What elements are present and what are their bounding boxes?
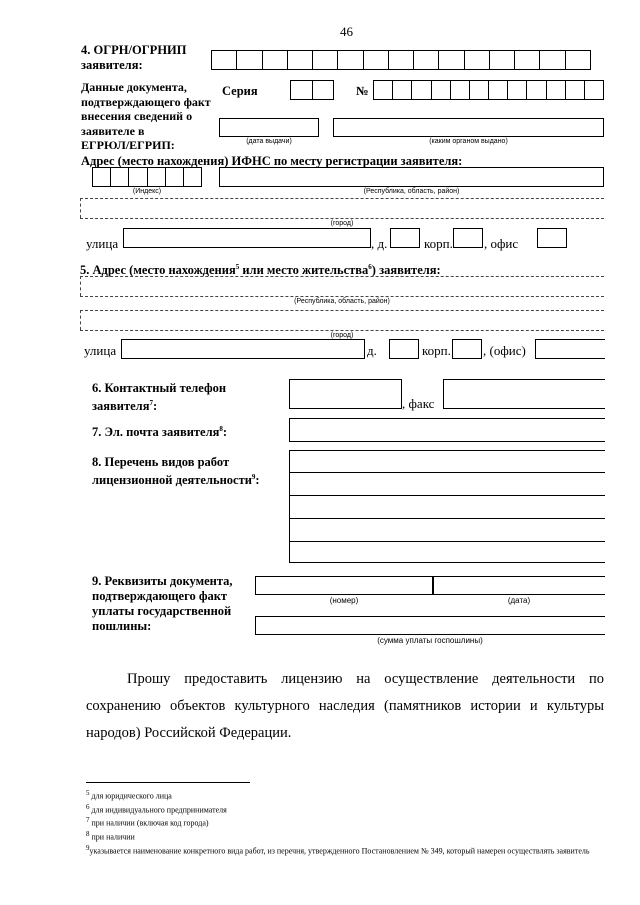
number-label: № <box>356 84 369 98</box>
doc-label-line: Данные документа, <box>81 80 187 94</box>
s5-city-border-top <box>80 310 604 311</box>
footnote-text: для юридического лица <box>91 791 172 801</box>
s5-street-label: улица <box>84 343 117 358</box>
doc-label-line: подтверждающего факт <box>81 94 211 109</box>
s7-label-text: 7. Эл. почта заявителя <box>92 425 220 440</box>
ifns-corp-input[interactable] <box>453 228 483 248</box>
payment-sum-caption: (сумма уплаты госпошлины) <box>377 636 483 645</box>
s5-sup: 6 <box>368 263 372 271</box>
payment-number-caption: (номер) <box>329 596 359 605</box>
s5-city-border-left <box>80 310 81 330</box>
activity-row-line <box>289 495 605 496</box>
activity-row-line <box>289 518 605 519</box>
s5-region-border-left <box>80 276 81 296</box>
ifns-house-label: , д. <box>371 236 388 251</box>
s6-colon: : <box>152 399 158 414</box>
footnote-num: 9 <box>86 843 90 852</box>
s5-office-input[interactable] <box>535 339 605 359</box>
ifns-house-input[interactable] <box>390 228 420 248</box>
s5-title-part: ) заявителя: <box>371 263 441 278</box>
s4-title-line2: заявителя: <box>81 58 143 72</box>
footnote-item <box>86 843 606 857</box>
doc-label-line: заявителе в <box>81 123 145 138</box>
payment-number-input[interactable] <box>255 576 433 595</box>
s5-title-part: или место жительства <box>239 263 369 278</box>
footnote-num: 6 <box>86 802 90 811</box>
ifns-city-border-bottom[interactable] <box>80 218 604 219</box>
ifns-address-label: Адрес (место нахождения) ИФНС по месту регистрации заявителя: <box>81 154 463 168</box>
footnote-text: для индивидуального предпринимателя <box>91 805 227 815</box>
ifns-region-input[interactable] <box>219 167 604 187</box>
s8-colon: : <box>255 473 260 488</box>
s4-doc-label <box>81 80 211 153</box>
s4-title <box>81 43 187 73</box>
activity-row-line <box>289 541 605 542</box>
issue-date-caption: (дата выдачи) <box>246 138 292 145</box>
ifns-city-caption: (город) <box>330 220 354 227</box>
ifns-office-input[interactable] <box>537 228 567 248</box>
phone-input[interactable] <box>289 379 402 409</box>
s5-title-part: 5. Адрес (место нахождения <box>80 263 236 278</box>
ifns-street-input[interactable] <box>123 228 371 248</box>
payment-date-caption: (дата) <box>507 596 531 605</box>
footnote-num: 7 <box>86 816 90 825</box>
series-input-cells[interactable] <box>290 80 334 100</box>
issued-by-input[interactable] <box>333 118 604 137</box>
ifns-city-border-top <box>80 198 604 199</box>
s7-colon: : <box>222 425 228 440</box>
s5-city-caption: (город) <box>330 332 354 339</box>
s6-label-line: заявителя <box>92 399 150 414</box>
s4-title-line1: 4. ОГРН/ОГРНИП <box>81 43 187 57</box>
s5-street-input[interactable] <box>121 339 365 359</box>
ifns-city-border-left <box>80 198 81 218</box>
s6-label-line: 6. Контактный телефон <box>92 381 227 395</box>
payment-date-input[interactable] <box>433 576 605 595</box>
s9-label-line: подтверждающего факт <box>92 589 228 603</box>
footnote-item <box>86 815 606 829</box>
doc-label-line: внесения сведений о <box>81 109 193 123</box>
request-paragraph: Прошу предоставить лицензию на осуществление деятельности по сохранению объектов культурного наследия (памятников истории и культуры народов) Российской Федерации. <box>86 671 604 741</box>
footnote-num: 8 <box>86 829 90 838</box>
s8-sup: 9 <box>251 473 256 481</box>
s9-label <box>92 574 233 634</box>
s5-corp-label: корп. <box>422 343 451 358</box>
s5-office-label: , (офис) <box>483 343 526 358</box>
footnote-separator <box>86 782 250 783</box>
footnote-item <box>86 788 606 802</box>
s9-label-line: уплаты государственной <box>92 604 232 618</box>
footnote-text: при наличии <box>91 832 135 842</box>
s5-region-border-top <box>80 276 604 277</box>
page-number: 46 <box>340 24 353 39</box>
s7-sup: 8 <box>219 425 223 433</box>
s5-house-input[interactable] <box>389 339 419 359</box>
issue-date-input[interactable] <box>219 118 319 137</box>
ifns-office-label: , офис <box>484 236 519 251</box>
doc-number-input-cells[interactable] <box>373 80 604 100</box>
s6-label <box>92 381 226 414</box>
footnote-num: 5 <box>86 789 90 797</box>
s5-house-label: д. <box>367 343 377 358</box>
series-label: Серия <box>222 84 258 98</box>
s5-city-border-bottom[interactable] <box>80 330 604 331</box>
ifns-region-caption: (Республика, область, район) <box>363 188 460 195</box>
issued-by-caption: (каким органом выдано) <box>429 138 508 145</box>
ifns-corp-label: корп. <box>424 236 453 251</box>
s5-region-caption: (Республика, область, район) <box>294 298 390 305</box>
index-input-cells[interactable] <box>92 167 202 187</box>
s5-region-border-bottom[interactable] <box>80 296 604 297</box>
email-input[interactable] <box>289 418 605 442</box>
s5-sup: 5 <box>235 263 240 271</box>
index-caption: (Индекс) <box>132 188 162 195</box>
s8-label <box>92 455 260 488</box>
s9-label-line: пошлины: <box>92 619 152 633</box>
ogrn-input-cells[interactable] <box>211 50 591 70</box>
footnote-item <box>86 829 606 843</box>
payment-sum-input[interactable] <box>255 616 605 635</box>
s5-corp-input[interactable] <box>452 339 482 359</box>
activity-row-line <box>289 472 605 473</box>
s9-label-line: 9. Реквизиты документа, <box>92 574 233 588</box>
footnote-text: указывается наименование конкретного вида работ, из перечня, утвержденного Постановлением № 349, который намерен осуществлять заявитель <box>89 846 590 856</box>
s8-label-line: лицензионной деятельности <box>92 473 252 488</box>
s6-sup: 7 <box>149 399 153 407</box>
fax-label: , факс <box>402 396 435 411</box>
footnote-text: при наличии (включая код города) <box>91 818 209 828</box>
s8-label-line: 8. Перечень видов работ <box>92 455 230 469</box>
activity-list-box[interactable] <box>289 450 605 563</box>
fax-input[interactable] <box>443 379 605 409</box>
doc-label-line: ЕГРЮЛ/ЕГРИП: <box>81 138 175 152</box>
footnote-item <box>86 802 606 816</box>
s7-label <box>92 422 227 440</box>
footnotes <box>86 788 606 856</box>
ifns-street-label: улица <box>86 236 119 251</box>
